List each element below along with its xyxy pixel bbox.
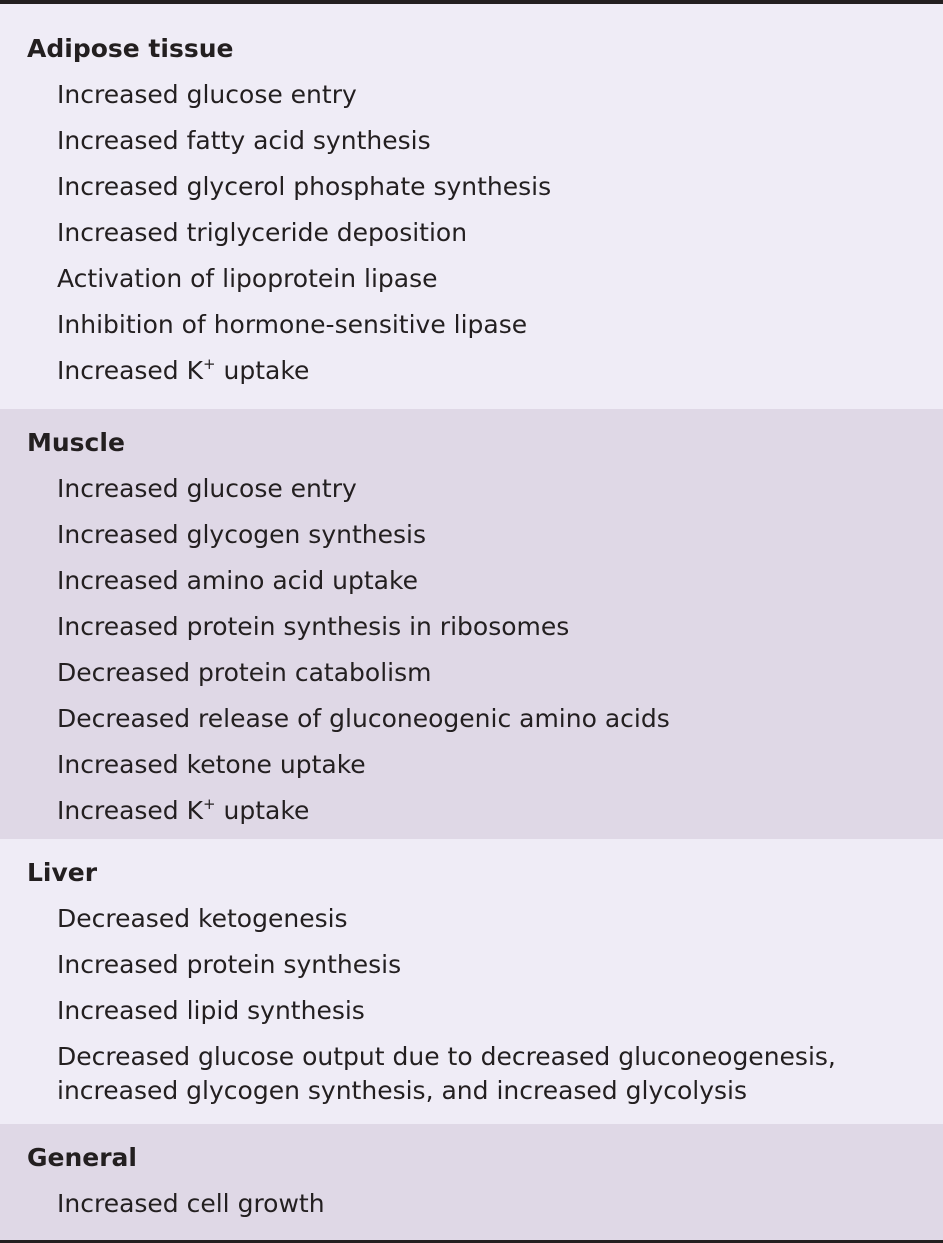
k-superscript: + — [203, 795, 216, 813]
list-item: Increased triglyceride deposition — [57, 218, 468, 247]
list-item: Increased protein synthesis — [57, 950, 402, 979]
list-item — [57, 348, 933, 394]
section-muscle — [0, 409, 943, 839]
list-item: Decreased release of gluconeogenic amino acids — [57, 704, 670, 733]
k-prefix: Increased K — [57, 796, 204, 825]
list-item: Inhibition of hormone-sensitive lipase — [57, 310, 528, 339]
list-item: Increased fatty acid synthesis — [57, 126, 431, 155]
list-item: Decreased ketogenesis — [57, 904, 348, 933]
list-item: Increased glycogen synthesis — [57, 520, 426, 549]
k-suffix: uptake — [215, 356, 310, 385]
list-item: Increased amino acid uptake — [57, 566, 418, 595]
section-title: Adipose tissue — [27, 34, 234, 63]
list-item — [57, 788, 933, 834]
list-item: Increased ketone uptake — [57, 750, 366, 779]
list-item: Increased protein synthesis in ribosomes — [57, 612, 570, 641]
list-item: Decreased protein catabolism — [57, 658, 432, 687]
section-adipose-tissue — [0, 4, 943, 409]
list-item: Increased lipid synthesis — [57, 996, 365, 1025]
item-list — [27, 466, 933, 834]
list-item: Increased cell growth — [57, 1189, 325, 1218]
item-list — [27, 72, 933, 394]
list-item: Increased glucose entry — [57, 80, 357, 109]
list-item: Increased glycerol phosphate synthesis — [57, 172, 552, 201]
section-title: Liver — [27, 858, 98, 887]
k-prefix: Increased K — [57, 356, 204, 385]
section-title: Muscle — [27, 428, 125, 457]
list-item: Decreased glucose output due to decreased gluconeogenesis, increased glycogen synthesis, and increased glycolysis — [57, 1042, 836, 1105]
section-general — [0, 1124, 943, 1240]
item-list — [27, 1181, 933, 1227]
section-title: General — [27, 1143, 137, 1172]
k-suffix: uptake — [215, 796, 310, 825]
list-item: Increased glucose entry — [57, 474, 357, 503]
k-superscript: + — [203, 355, 216, 373]
section-liver — [0, 839, 943, 1124]
item-list — [27, 896, 933, 1114]
list-item: Activation of lipoprotein lipase — [57, 264, 438, 293]
